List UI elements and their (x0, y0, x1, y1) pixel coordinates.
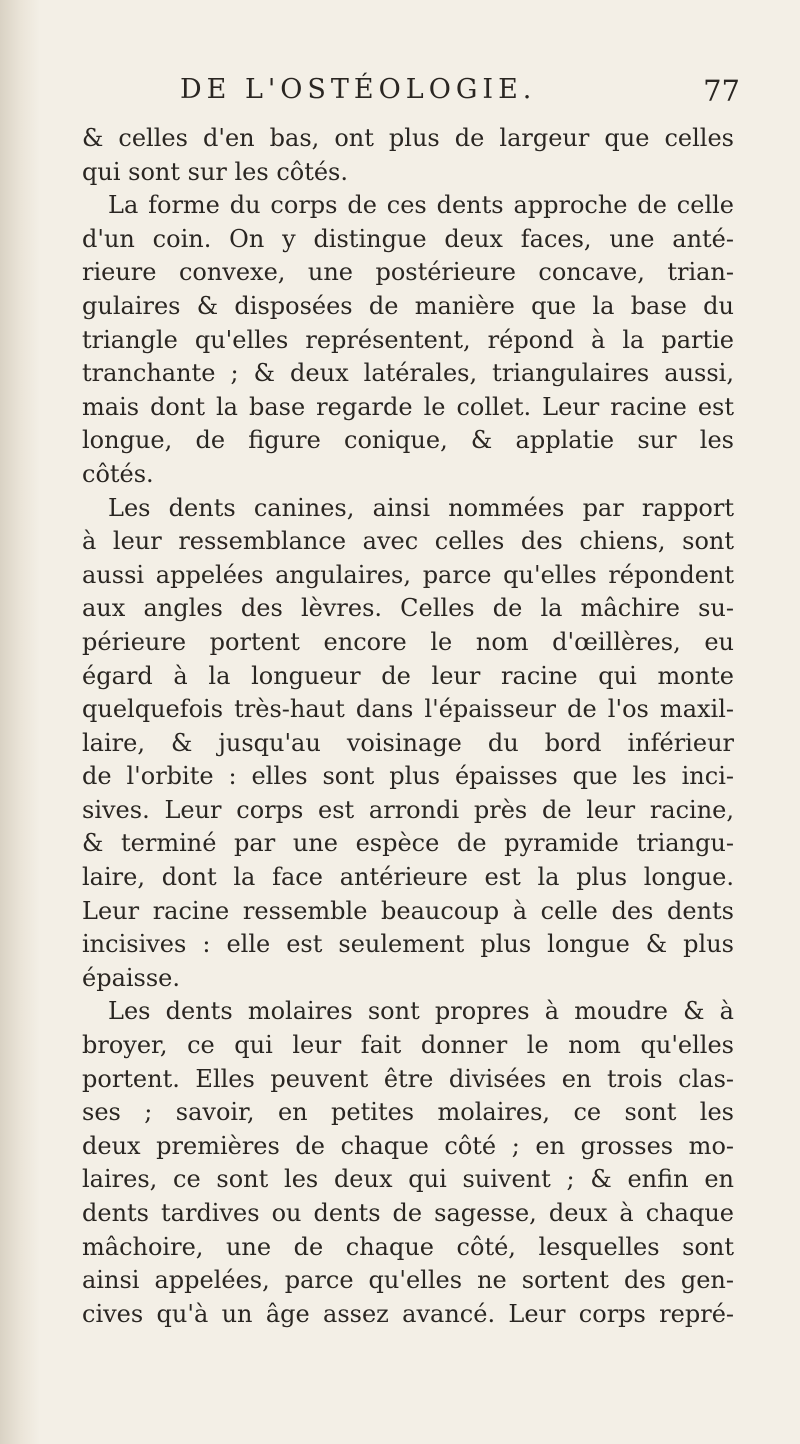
text-line: périeure portent encore le nom d'œillères, eu (82, 627, 734, 656)
text-line: cives qu'à un âge assez avancé. Leur corps repré- (82, 1299, 734, 1328)
text-line: Leur racine ressemble beaucoup à celle des dents (82, 896, 734, 925)
text-line: de l'orbite : elles sont plus épaisses que les inci- (82, 762, 734, 791)
text-line: ainsi appelées, parce qu'elles ne sortent des gen- (82, 1266, 734, 1295)
text-line: portent. Elles peuvent être divisées en trois clas- (82, 1064, 734, 1093)
page-gutter-shadow (0, 0, 40, 1444)
text-line: dents tardives ou dents de sagesse, deux à chaque (82, 1199, 734, 1227)
text-line: Les dents canines, ainsi nommées par rapport (108, 493, 734, 522)
text-line: incisives : elle est seulement plus longue & plus (82, 930, 734, 959)
text-line: & terminé par une espèce de pyramide triangu- (82, 829, 734, 858)
text-line: ses ; savoir, en petites molaires, ce sont les (82, 1098, 734, 1127)
text-line: laires, ce sont les deux qui suivent ; & enfin en (82, 1165, 734, 1194)
body-text (82, 122, 734, 1331)
text-line: laire, dont la face antérieure est la plus longue. (82, 863, 734, 892)
text-line: épaisse. (82, 963, 181, 992)
text-line: mais dont la base regarde le collet. Leur racine est (82, 392, 734, 421)
text-line: laire, & jusqu'au voisinage du bord inférieur (82, 728, 734, 757)
text-line: d'un coin. On y distingue deux faces, une anté- (82, 224, 734, 253)
text-line: aux angles des lèvres. Celles de la mâchire su- (82, 594, 734, 623)
text-line: à leur ressemblance avec celles des chiens, sont (82, 527, 734, 556)
text-line: tranchante ; & deux latérales, triangulaires aussi, (82, 359, 734, 388)
text-line: La forme du corps de ces dents approche de celle (108, 191, 734, 220)
text-line: quelquefois très-haut dans l'épaisseur de l'os maxil- (82, 695, 734, 724)
text-line: triangle qu'elles représentent, répond à la partie (82, 325, 734, 354)
running-title: DE L'OSTÉOLOGIE. (180, 74, 537, 105)
text-line: côtés. (82, 459, 154, 488)
text-line: sives. Leur corps est arrondi près de leur racine, (82, 795, 734, 824)
text-line: gulaires & disposées de manière que la base du (82, 291, 734, 320)
text-line: deux premières de chaque côté ; en grosses mo- (82, 1131, 734, 1160)
text-line: aussi appelées angulaires, parce qu'elles répondent (82, 560, 734, 589)
page-number: 77 (703, 74, 740, 108)
text-line: & celles d'en bas, ont plus de largeur que celles (82, 124, 734, 152)
text-line: qui sont sur les côtés. (82, 157, 349, 186)
text-line: Les dents molaires sont propres à moudre & à (108, 997, 734, 1026)
text-line: rieure convexe, une postérieure concave, trian- (82, 258, 734, 287)
text-line: longue, de figure conique, & applatie sur les (82, 426, 734, 455)
text-line: broyer, ce qui leur fait donner le nom qu'elles (82, 1031, 734, 1060)
page-header (180, 74, 740, 114)
text-line: égard à la longueur de leur racine qui monte (82, 661, 734, 690)
text-line: mâchoire, une de chaque côté, lesquelles sont (82, 1232, 734, 1261)
